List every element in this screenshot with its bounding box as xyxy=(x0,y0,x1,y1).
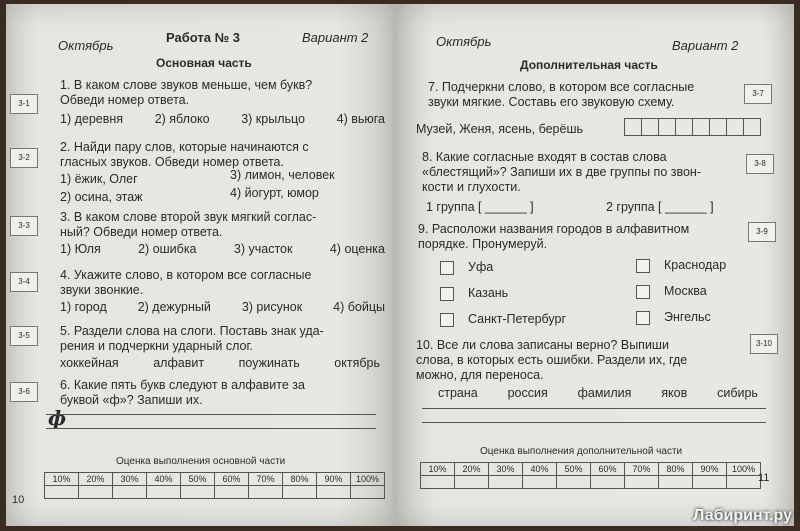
code-3-2: 3-2 xyxy=(10,148,38,168)
q1-text2: Обведи номер ответа. xyxy=(60,93,190,107)
work-title: Работа № 3 xyxy=(166,30,240,45)
grade-mark-cell[interactable] xyxy=(317,486,351,499)
grade-mark-cell[interactable] xyxy=(455,476,489,489)
q10-word4: яков xyxy=(661,386,688,400)
grade-mark-cell[interactable] xyxy=(45,486,79,499)
grade-cell: 30% xyxy=(113,473,147,486)
q9-text2: порядке. Пронумеруй. xyxy=(418,237,548,251)
q3-options xyxy=(60,242,385,256)
code-3-9: 3-9 xyxy=(748,222,776,242)
q6-answer-line-2[interactable] xyxy=(46,428,376,429)
right-page xyxy=(396,4,794,526)
city-label: Энгельс xyxy=(664,310,711,324)
grade-mark-cell[interactable] xyxy=(523,476,557,489)
city-krasnodar[interactable] xyxy=(636,258,726,273)
grade-cell: 20% xyxy=(79,473,113,486)
q6-text2: буквой «ф»? Запиши их. xyxy=(60,393,203,407)
q1-opt3[interactable]: 3) крыльцо xyxy=(241,112,305,126)
city-engels[interactable] xyxy=(636,310,711,325)
q10-words xyxy=(438,386,758,400)
grade-mark-cell[interactable] xyxy=(591,476,625,489)
code-3-7: 3-7 xyxy=(744,84,772,104)
q8-group1[interactable]: 1 группа [ ______ ] xyxy=(426,200,534,214)
q4 xyxy=(60,268,311,298)
grade-cell: 10% xyxy=(421,463,455,476)
q10-text2: слова, в которых есть ошибки. Раздели их, где xyxy=(416,353,688,367)
q3-opt1[interactable]: 1) Юля xyxy=(60,242,101,256)
q8-text2: «блестящий»? Запиши их в две группы по звон- xyxy=(422,165,701,179)
q2-text1: 2. Найди пару слов, которые начинаются с xyxy=(60,140,309,154)
grade-cell: 30% xyxy=(489,463,523,476)
city-label: Уфа xyxy=(468,260,494,274)
grade-cell: 90% xyxy=(317,473,351,486)
grade-mark-cell[interactable] xyxy=(625,476,659,489)
q10-text1: 10. Все ли слова записаны верно? Выпиши xyxy=(416,338,669,352)
grade-cell: 90% xyxy=(693,463,727,476)
grade-cell: 60% xyxy=(591,463,625,476)
city-spb[interactable] xyxy=(440,312,566,327)
q8-text3: кости и глухости. xyxy=(422,180,521,194)
grade-mark-cell[interactable] xyxy=(249,486,283,499)
city-checkbox[interactable] xyxy=(636,259,650,273)
left-page xyxy=(6,4,396,526)
city-checkbox[interactable] xyxy=(440,287,454,301)
q1-opt4[interactable]: 4) вьюга xyxy=(336,112,385,126)
grade-mark-cell[interactable] xyxy=(283,486,317,499)
watermark: Лабиринт.ру xyxy=(693,507,792,524)
q1 xyxy=(60,78,312,108)
right-page-number: 11 xyxy=(758,472,770,484)
code-3-3: 3-3 xyxy=(10,216,38,236)
grade-cell: 50% xyxy=(181,473,215,486)
main-grade-table xyxy=(44,472,385,499)
q10-answer-line-1[interactable] xyxy=(422,408,766,409)
city-checkbox[interactable] xyxy=(636,285,650,299)
q2-opt4[interactable]: 4) йогурт, юмор xyxy=(230,186,319,200)
grade-mark-cell[interactable] xyxy=(693,476,727,489)
q10-answer-line-2[interactable] xyxy=(422,422,766,423)
q3-text1: 3. В каком слове второй звук мягкий соглас- xyxy=(60,210,317,224)
left-month: Октябрь xyxy=(58,38,114,53)
q8-group2[interactable]: 2 группа [ ______ ] xyxy=(606,200,714,214)
q10-word2: россия xyxy=(507,386,548,400)
left-page-number: 10 xyxy=(12,494,25,506)
grade-cell: 70% xyxy=(249,473,283,486)
code-3-8: 3-8 xyxy=(746,154,774,174)
left-variant: Вариант 2 xyxy=(302,30,369,45)
q4-options xyxy=(60,300,385,314)
city-checkbox[interactable] xyxy=(440,313,454,327)
q2 xyxy=(60,140,309,170)
q5-text2: рения и подчеркни ударный слог. xyxy=(60,339,253,353)
grade-mark-cell[interactable] xyxy=(659,476,693,489)
q7 xyxy=(428,80,694,110)
q3-opt2[interactable]: 2) ошибка xyxy=(138,242,197,256)
q3-opt3[interactable]: 3) участок xyxy=(233,242,293,256)
grade-cell: 100% xyxy=(727,463,761,476)
q10-word1: страна xyxy=(438,386,478,400)
code-3-5: 3-5 xyxy=(10,326,38,346)
grade-mark-cell[interactable] xyxy=(79,486,113,499)
city-label: Казань xyxy=(468,286,509,300)
grade-cell: 60% xyxy=(215,473,249,486)
q10 xyxy=(416,338,687,383)
grade-cell: 100% xyxy=(351,473,385,486)
q9-text1: 9. Расположи названия городов в алфавитном xyxy=(418,222,690,236)
extra-grade-label: Оценка выполнения дополнительной части xyxy=(480,446,683,457)
code-3-6: 3-6 xyxy=(10,382,38,402)
q6-text1: 6. Какие пять букв следуют в алфавите за xyxy=(60,378,305,392)
grade-mark-cell[interactable] xyxy=(421,476,455,489)
q2-text2: гласных звуков. Обведи номер ответа. xyxy=(60,155,284,169)
grade-cell: 70% xyxy=(625,463,659,476)
grade-cell: 40% xyxy=(147,473,181,486)
q10-word5: сибирь xyxy=(717,386,758,400)
main-grade-label: Оценка выполнения основной части xyxy=(116,456,286,467)
city-checkbox[interactable] xyxy=(636,311,650,325)
code-3-1: 3-1 xyxy=(10,94,38,114)
q5-word4: октябрь xyxy=(334,356,380,370)
extra-section-title: Дополнительная часть xyxy=(520,58,658,72)
q4-text2: звуки звонкие. xyxy=(60,283,144,297)
q2-opt3[interactable]: 3) лимон, человек xyxy=(230,168,335,182)
q7-text1: 7. Подчеркни слово, в котором все согласные xyxy=(428,80,695,94)
q6-answer-line-1[interactable] xyxy=(46,414,376,415)
q4-opt1[interactable]: 1) город xyxy=(60,300,107,314)
grade-cell: 20% xyxy=(455,463,489,476)
right-month: Октябрь xyxy=(436,34,492,49)
city-checkbox[interactable] xyxy=(440,261,454,275)
grade-mark-cell[interactable] xyxy=(351,486,385,499)
q7-words: Музей, Женя, ясень, берёшь xyxy=(416,122,583,136)
city-uffa[interactable] xyxy=(440,260,493,275)
grade-cell: 80% xyxy=(659,463,693,476)
city-moskva[interactable] xyxy=(636,284,707,299)
q2-opt2[interactable]: 2) осина, этаж xyxy=(60,190,143,204)
extra-grade-table xyxy=(420,462,761,489)
code-3-10: 3-10 xyxy=(750,334,778,354)
q5-word3: поужинать xyxy=(238,356,300,370)
q7-sound-scheme[interactable] xyxy=(624,118,761,136)
grade-mark-cell[interactable] xyxy=(147,486,181,499)
q5-text1: 5. Раздели слова на слоги. Поставь знак уда- xyxy=(60,324,324,338)
q3-text2: ный? Обведи номер ответа. xyxy=(60,225,223,239)
grade-mark-cell[interactable] xyxy=(215,486,249,499)
q6-letter: ф xyxy=(48,406,67,430)
grade-cell: 80% xyxy=(283,473,317,486)
q3-opt4[interactable]: 4) оценка xyxy=(329,242,385,256)
q1-options xyxy=(60,112,385,126)
q5-word1: хоккейная xyxy=(60,356,119,370)
grade-cell: 10% xyxy=(45,473,79,486)
q1-opt1[interactable]: 1) деревня xyxy=(60,112,124,126)
q5-word2: алфавит xyxy=(153,356,205,370)
q1-opt2[interactable]: 2) яблоко xyxy=(154,112,210,126)
q7-text2: звуки мягкие. Составь его звуковую схему. xyxy=(428,95,675,109)
city-kazan[interactable] xyxy=(440,286,508,301)
right-variant: Вариант 2 xyxy=(672,38,739,53)
q1-text1: 1. В каком слове звуков меньше, чем букв? xyxy=(60,78,313,92)
city-label: Краснодар xyxy=(664,258,727,272)
q4-opt2[interactable]: 2) дежурный xyxy=(137,300,211,314)
grade-mark-cell[interactable] xyxy=(727,476,761,489)
q4-text1: 4. Укажите слово, в котором все согласные xyxy=(60,268,312,282)
code-3-4: 3-4 xyxy=(10,272,38,292)
city-label: Санкт-Петербург xyxy=(468,312,567,326)
q10-word3: фамилия xyxy=(577,386,632,400)
city-label: Москва xyxy=(664,284,707,298)
q4-opt4[interactable]: 4) бойцы xyxy=(333,300,385,314)
main-section-title: Основная часть xyxy=(156,56,252,70)
q10-text3: можно, для переноса. xyxy=(416,368,544,382)
q8-text1: 8. Какие согласные входят в состав слова xyxy=(422,150,667,164)
q6 xyxy=(60,378,305,408)
q9 xyxy=(418,222,689,252)
q8 xyxy=(422,150,701,195)
q4-opt3[interactable]: 3) рисунок xyxy=(241,300,303,314)
grade-mark-cell[interactable] xyxy=(489,476,523,489)
q5 xyxy=(60,324,324,354)
q3 xyxy=(60,210,316,240)
grade-cell: 50% xyxy=(557,463,591,476)
grade-mark-cell[interactable] xyxy=(557,476,591,489)
grade-cell: 40% xyxy=(523,463,557,476)
grade-mark-cell[interactable] xyxy=(113,486,147,499)
grade-mark-cell[interactable] xyxy=(181,486,215,499)
q5-words xyxy=(60,356,380,370)
q2-opt1[interactable]: 1) ёжик, Олег xyxy=(60,172,138,186)
